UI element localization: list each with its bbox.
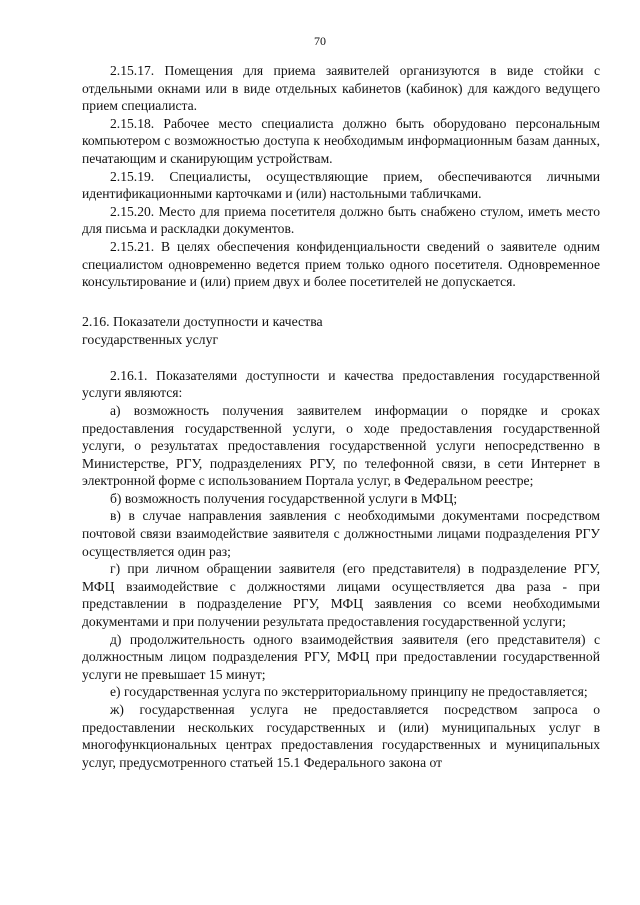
paragraph-2-16-1: 2.16.1. Показателями доступности и качества предоставления государственной услуги являются: <box>82 367 600 401</box>
list-item-e: е) государственная услуга по экстерриториальному принципу не предоставляется; <box>110 684 588 700</box>
list-item-b: б) возможность получения государственной услуги в МФЦ; <box>110 490 458 506</box>
paragraph-2-15-20: 2.15.20. Место для приема посетителя должно быть снабжено стулом, иметь место для письма и раскладки документов. <box>82 203 600 237</box>
paragraph-2-15-17: 2.15.17. Помещения для приема заявителей организуются в виде стойки с отдельными окнами или в виде отдельных кабинетов (кабинок) для каждого ведущего прием специалиста. <box>82 63 600 114</box>
paragraph-2-15-19: 2.15.19. Специалисты, осуществляющие прием, обеспечиваются личными идентификационными карточками и (или) настольными табличками. <box>82 168 600 202</box>
page-number: 70 <box>314 34 326 48</box>
list-item-v: в) в случае направления заявления с необходимыми документами посредством почтовой связи взаимодействие заявителя с должностными лицами подразделения РГУ осуществляется один раз; <box>82 508 600 559</box>
list-item-d: д) продолжительность одного взаимодействия заявителя (его представителя) с должностным лицом подразделения РГУ, МФЦ при предоставлении государственной услуги не превышает 15 минут; <box>82 631 600 682</box>
paragraph-2-15-18: 2.15.18. Рабочее место специалиста должно быть оборудовано персональным компьютером с возможностью доступа к необходимым информационным базам данных, печатающим и сканирующим устройствам. <box>82 115 600 166</box>
section-heading-line-2: государственных услуг <box>82 331 219 347</box>
list-item-zh: ж) государственная услуга не предоставляется посредством запроса о предоставлении нескольких государственных и (или) муниципальных услуг в многофункциональных центрах предоставления государственных и муниципальных услуг, предусмотренного статьей 15.1 Федерального закона от <box>82 702 600 770</box>
paragraph-2-15-21: 2.15.21. В целях обеспечения конфиденциальности сведений о заявителе одним специалистом одновременно ведется прием только одного посетителя. Одновременное консультирование и (или) прием двух и более посетителей не допускается. <box>82 238 600 290</box>
list-item-g: г) при личном обращении заявителя (его представителя) в подразделение РГУ, МФЦ взаимодействие с должностями лицами осуществляется два раза - при представлении в подразделение РГУ, МФЦ заявления со всеми необходимыми документами и при получении результата предоставления государственной услуги; <box>82 561 600 630</box>
section-heading <box>82 313 600 349</box>
section-heading-line-1: 2.16. Показатели доступности и качества <box>82 313 323 329</box>
list-item-a: а) возможность получения заявителем информации о порядке и сроках предоставления государственной услуги, о ходе предоставления государственной услуги, о результатах предоставления государственной услуги непосредственно в Министерстве, РГУ, подразделениях РГУ, по телефонной связи, в сети Интернет в электронной форме с использованием Портала услуг, в Федеральном реестре; <box>82 402 600 489</box>
document-body <box>82 62 600 771</box>
